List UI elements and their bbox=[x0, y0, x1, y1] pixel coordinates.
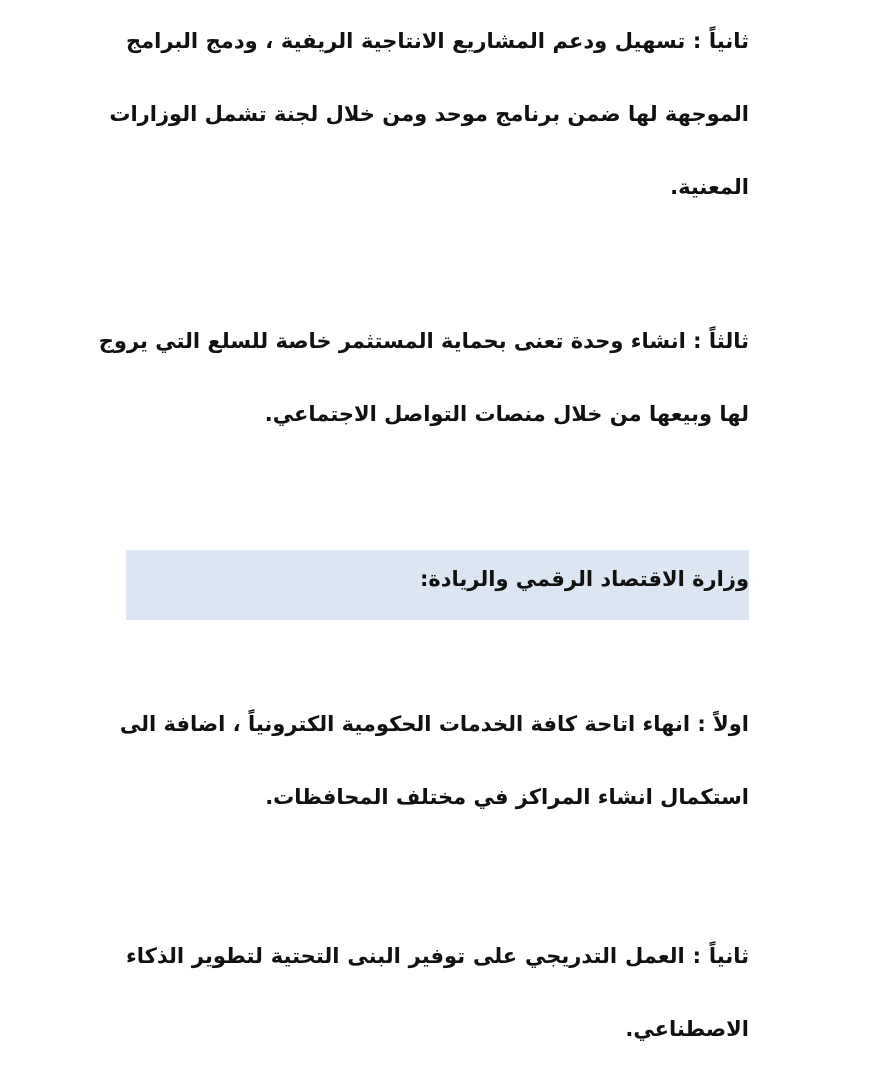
paragraph-line: لها وبيعها من خلال منصات التواصل الاجتماعي. bbox=[264, 402, 749, 426]
paragraph-line: اولاً : انهاء اتاحة كافة الخدمات الحكومية الكترونياً ، اضافة الى bbox=[119, 712, 749, 736]
section-heading-box bbox=[126, 550, 749, 620]
paragraph-line: ثالثاً : انشاء وحدة تعنى بحماية المستثمر خاصة للسلع التي يروج bbox=[98, 329, 749, 353]
paragraph-line: ثانياً : العمل التدريجي على توفير البنى التحتية لتطوير الذكاء bbox=[126, 944, 749, 968]
paragraph-ai-infrastructure bbox=[126, 920, 749, 1066]
paragraph-line: ثانياً : تسهيل ودعم المشاريع الانتاجية الريفية ، ودمج البرامج bbox=[126, 29, 749, 53]
paragraph-e-government bbox=[119, 688, 749, 834]
section-heading: وزارة الاقتصاد الرقمي والريادة: bbox=[419, 567, 749, 591]
paragraph-line: المعنية. bbox=[670, 175, 749, 199]
paragraph-line: الموجهة لها ضمن برنامج موحد ومن خلال لجنة تشمل الوزارات bbox=[109, 102, 749, 126]
paragraph-line: الاصطناعي. bbox=[625, 1017, 749, 1041]
paragraph-line: استكمال انشاء المراكز في مختلف المحافظات. bbox=[265, 785, 749, 809]
paragraph-investor-protection bbox=[98, 305, 749, 451]
paragraph-rural-projects bbox=[109, 5, 749, 224]
